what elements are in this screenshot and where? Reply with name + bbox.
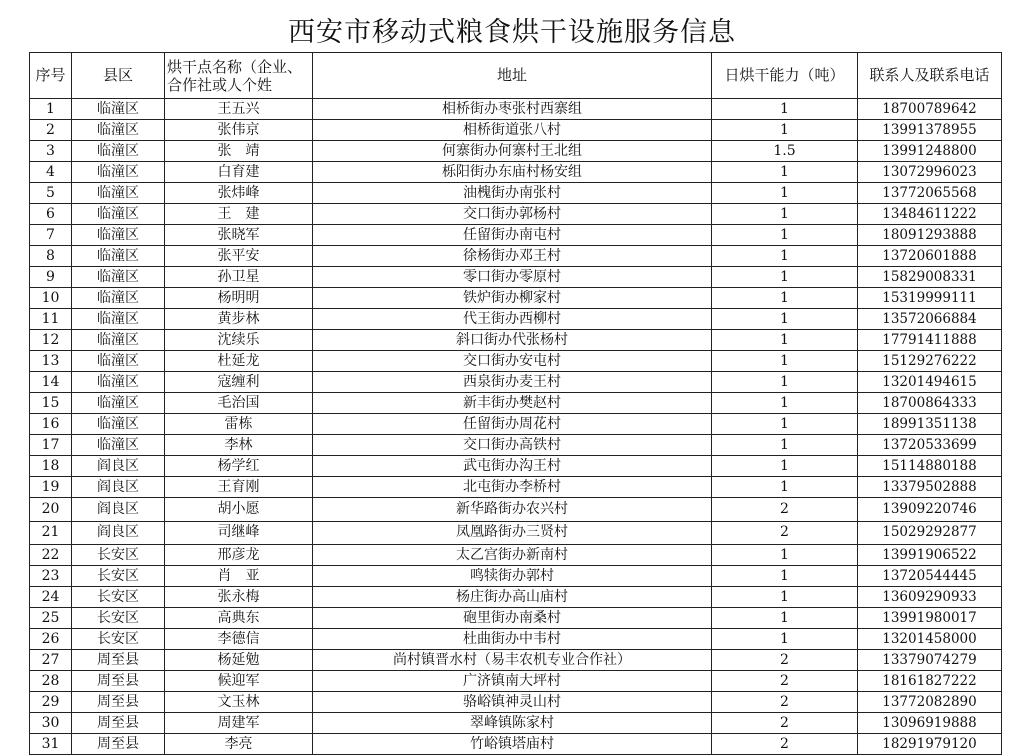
table-row: [30, 566, 1002, 587]
row-address: 杜曲街办中韦村: [313, 629, 712, 650]
row-index: 27: [30, 650, 72, 671]
row-county: 临潼区: [72, 162, 165, 183]
row-index: 23: [30, 566, 72, 587]
row-phone: 13609290933: [858, 587, 1002, 608]
row-county: 临潼区: [72, 204, 165, 225]
row-address: 任留街办周花村: [313, 414, 712, 435]
table-row: [30, 608, 1002, 629]
row-county: 临潼区: [72, 372, 165, 393]
table-row: [30, 372, 1002, 393]
row-address: 翠峰镇陈家村: [313, 713, 712, 734]
row-county: 临潼区: [72, 246, 165, 267]
row-address: 零口街办零原村: [313, 267, 712, 288]
row-name: 王 建: [165, 204, 313, 225]
table-row: [30, 734, 1002, 755]
row-index: 6: [30, 204, 72, 225]
row-name: 文玉林: [165, 692, 313, 713]
document-title: 西安市移动式粮食烘干设施服务信息: [288, 17, 736, 48]
row-capacity: 1: [712, 566, 858, 587]
row-index: 30: [30, 713, 72, 734]
row-name: 高典东: [165, 608, 313, 629]
row-county: 临潼区: [72, 393, 165, 414]
row-county: 临潼区: [72, 183, 165, 204]
row-index: 31: [30, 734, 72, 755]
row-phone: 13909220746: [858, 498, 1002, 522]
row-county: 周至县: [72, 692, 165, 713]
row-name: 黄步林: [165, 309, 313, 330]
row-phone: 13201494615: [858, 372, 1002, 393]
row-name: 张炜峰: [165, 183, 313, 204]
row-name: 张伟京: [165, 120, 313, 141]
table-row: [30, 629, 1002, 650]
row-capacity: 1: [712, 372, 858, 393]
row-address: 杨庄街办高山庙村: [313, 587, 712, 608]
row-county: 临潼区: [72, 99, 165, 120]
row-address: 相桥街道张八村: [313, 120, 712, 141]
row-county: 周至县: [72, 734, 165, 755]
row-name: 周建军: [165, 713, 313, 734]
row-index: 12: [30, 330, 72, 351]
row-index: 14: [30, 372, 72, 393]
row-address: 凤凰路街办三贤村: [313, 521, 712, 545]
header-contact: 联系人及联系电话: [858, 53, 1002, 99]
table-row: [30, 650, 1002, 671]
header-county: 县区: [72, 53, 165, 99]
row-phone: 13991378955: [858, 120, 1002, 141]
table-row: [30, 587, 1002, 608]
row-name: 杨明明: [165, 288, 313, 309]
table-row: [30, 692, 1002, 713]
row-name: 毛治国: [165, 393, 313, 414]
row-phone: 18291979120: [858, 734, 1002, 755]
row-phone: 18161827222: [858, 671, 1002, 692]
row-address: 任留街办南屯村: [313, 225, 712, 246]
row-phone: 15129276222: [858, 351, 1002, 372]
table-row: [30, 204, 1002, 225]
row-index: 11: [30, 309, 72, 330]
row-phone: 13096919888: [858, 713, 1002, 734]
row-capacity: 2: [712, 498, 858, 522]
table-row: [30, 671, 1002, 692]
row-address: 斜口街办代张杨村: [313, 330, 712, 351]
row-county: 阎良区: [72, 456, 165, 477]
row-index: 1: [30, 99, 72, 120]
row-phone: 15029292877: [858, 521, 1002, 545]
row-capacity: 1: [712, 99, 858, 120]
row-index: 13: [30, 351, 72, 372]
row-capacity: 2: [712, 521, 858, 545]
row-capacity: 1: [712, 225, 858, 246]
row-name: 张平安: [165, 246, 313, 267]
row-index: 5: [30, 183, 72, 204]
row-county: 阎良区: [72, 521, 165, 545]
row-phone: 17791411888: [858, 330, 1002, 351]
row-phone: 18991351138: [858, 414, 1002, 435]
row-name: 李亮: [165, 734, 313, 755]
row-capacity: 1: [712, 629, 858, 650]
row-address: 砲里街办南桑村: [313, 608, 712, 629]
row-name: 胡小愿: [165, 498, 313, 522]
row-phone: 13201458000: [858, 629, 1002, 650]
table-row: [30, 288, 1002, 309]
row-phone: 15319999111: [858, 288, 1002, 309]
row-index: 16: [30, 414, 72, 435]
table-row: [30, 414, 1002, 435]
row-address: 交口街办郭杨村: [313, 204, 712, 225]
row-county: 阎良区: [72, 498, 165, 522]
row-county: 临潼区: [72, 435, 165, 456]
row-index: 25: [30, 608, 72, 629]
row-phone: 13772082890: [858, 692, 1002, 713]
row-county: 临潼区: [72, 351, 165, 372]
row-county: 临潼区: [72, 414, 165, 435]
row-address: 相桥街办枣张村西寨组: [313, 99, 712, 120]
row-name: 杜延龙: [165, 351, 313, 372]
row-county: 周至县: [72, 713, 165, 734]
row-index: 2: [30, 120, 72, 141]
row-capacity: 1: [712, 393, 858, 414]
row-county: 临潼区: [72, 141, 165, 162]
row-address: 交口街办高铁村: [313, 435, 712, 456]
row-county: 阎良区: [72, 477, 165, 498]
row-index: 10: [30, 288, 72, 309]
row-index: 26: [30, 629, 72, 650]
row-address: 新丰街办樊赵村: [313, 393, 712, 414]
row-address: 铁炉街办柳家村: [313, 288, 712, 309]
row-index: 22: [30, 545, 72, 566]
row-county: 长安区: [72, 608, 165, 629]
row-phone: 13072996023: [858, 162, 1002, 183]
row-county: 临潼区: [72, 330, 165, 351]
row-index: 7: [30, 225, 72, 246]
row-capacity: 1.5: [712, 141, 858, 162]
row-name: 李德信: [165, 629, 313, 650]
row-county: 临潼区: [72, 309, 165, 330]
row-capacity: 1: [712, 587, 858, 608]
row-index: 20: [30, 498, 72, 522]
row-name: 候迎军: [165, 671, 313, 692]
row-county: 长安区: [72, 587, 165, 608]
table-row: [30, 456, 1002, 477]
row-index: 3: [30, 141, 72, 162]
row-index: 17: [30, 435, 72, 456]
table-row: [30, 267, 1002, 288]
row-name: 司继峰: [165, 521, 313, 545]
row-county: 周至县: [72, 671, 165, 692]
row-name: 张晓军: [165, 225, 313, 246]
row-address: 鸣犊街办郭村: [313, 566, 712, 587]
row-address: 西泉街办麦王村: [313, 372, 712, 393]
row-phone: 13720533699: [858, 435, 1002, 456]
row-index: 19: [30, 477, 72, 498]
row-index: 4: [30, 162, 72, 183]
table-header: [30, 53, 1002, 99]
table-row: [30, 521, 1002, 545]
row-phone: 13991248800: [858, 141, 1002, 162]
table-body: [30, 99, 1002, 755]
header-name: 烘干点名称（企业、合作社或人个姓: [165, 53, 313, 99]
table-row: [30, 545, 1002, 566]
row-name: 孙卫星: [165, 267, 313, 288]
row-capacity: 1: [712, 246, 858, 267]
row-phone: 13379502888: [858, 477, 1002, 498]
row-capacity: 1: [712, 120, 858, 141]
row-capacity: 1: [712, 456, 858, 477]
row-capacity: 1: [712, 477, 858, 498]
row-capacity: 2: [712, 650, 858, 671]
row-county: 长安区: [72, 629, 165, 650]
row-capacity: 1: [712, 288, 858, 309]
row-name: 白育建: [165, 162, 313, 183]
row-phone: 13772065568: [858, 183, 1002, 204]
row-address: 北屯街办李桥村: [313, 477, 712, 498]
table-row: [30, 498, 1002, 522]
row-county: 长安区: [72, 545, 165, 566]
row-capacity: 2: [712, 692, 858, 713]
table-row: [30, 120, 1002, 141]
row-phone: 18091293888: [858, 225, 1002, 246]
row-capacity: 1: [712, 183, 858, 204]
row-county: 临潼区: [72, 225, 165, 246]
row-address: 广济镇南大坪村: [313, 671, 712, 692]
row-capacity: 1: [712, 204, 858, 225]
header-capacity: 日烘干能力（吨）: [712, 53, 858, 99]
row-phone: 15114880188: [858, 456, 1002, 477]
row-capacity: 1: [712, 545, 858, 566]
row-index: 24: [30, 587, 72, 608]
table-row: [30, 99, 1002, 120]
table-row: [30, 477, 1002, 498]
row-county: 临潼区: [72, 120, 165, 141]
row-capacity: 1: [712, 351, 858, 372]
row-phone: 13720544445: [858, 566, 1002, 587]
row-index: 18: [30, 456, 72, 477]
row-address: 骆峪镇神灵山村: [313, 692, 712, 713]
row-capacity: 2: [712, 713, 858, 734]
row-index: 21: [30, 521, 72, 545]
row-index: 9: [30, 267, 72, 288]
row-address: 徐杨街办邓王村: [313, 246, 712, 267]
row-county: 临潼区: [72, 267, 165, 288]
row-index: 15: [30, 393, 72, 414]
row-name: 王育刚: [165, 477, 313, 498]
row-name: 张 靖: [165, 141, 313, 162]
row-address: 太乙宫街办新南村: [313, 545, 712, 566]
row-phone: 18700789642: [858, 99, 1002, 120]
table-row: [30, 162, 1002, 183]
row-phone: 13484611222: [858, 204, 1002, 225]
row-name: 雷栋: [165, 414, 313, 435]
row-county: 长安区: [72, 566, 165, 587]
row-name: 邢彦龙: [165, 545, 313, 566]
row-phone: 18700864333: [858, 393, 1002, 414]
row-address: 交口街办安屯村: [313, 351, 712, 372]
row-address: 武屯街办沟王村: [313, 456, 712, 477]
row-address: 栎阳街办东庙村杨安组: [313, 162, 712, 183]
row-capacity: 2: [712, 734, 858, 755]
row-name: 杨学红: [165, 456, 313, 477]
row-name: 沈续乐: [165, 330, 313, 351]
table-row: [30, 713, 1002, 734]
row-capacity: 1: [712, 330, 858, 351]
row-capacity: 1: [712, 309, 858, 330]
table-row: [30, 309, 1002, 330]
row-name: 寇缠利: [165, 372, 313, 393]
row-name: 王五兴: [165, 99, 313, 120]
row-phone: 13572066884: [858, 309, 1002, 330]
header-index: 序号: [30, 53, 72, 99]
table-row: [30, 351, 1002, 372]
row-index: 29: [30, 692, 72, 713]
row-capacity: 2: [712, 671, 858, 692]
service-info-table: [29, 52, 1002, 755]
row-name: 李林: [165, 435, 313, 456]
row-phone: 13991906522: [858, 545, 1002, 566]
table-row: [30, 183, 1002, 204]
row-capacity: 1: [712, 414, 858, 435]
table-row: [30, 246, 1002, 267]
row-phone: 13720601888: [858, 246, 1002, 267]
row-phone: 13379074279: [858, 650, 1002, 671]
header-row: [30, 53, 1002, 99]
row-county: 临潼区: [72, 288, 165, 309]
table-row: [30, 141, 1002, 162]
row-capacity: 1: [712, 162, 858, 183]
row-name: 杨延勉: [165, 650, 313, 671]
header-address: 地址: [313, 53, 712, 99]
row-county: 周至县: [72, 650, 165, 671]
row-address: 何寨街办何寨村王北组: [313, 141, 712, 162]
table-row: [30, 225, 1002, 246]
table-row: [30, 435, 1002, 456]
table-row: [30, 330, 1002, 351]
row-capacity: 1: [712, 267, 858, 288]
table-row: [30, 393, 1002, 414]
row-name: 张永梅: [165, 587, 313, 608]
row-address: 尚村镇晋水村（易丰农机专业合作社）: [313, 650, 712, 671]
row-phone: 15829008331: [858, 267, 1002, 288]
row-name: 肖 亚: [165, 566, 313, 587]
row-phone: 13991980017: [858, 608, 1002, 629]
row-address: 油槐街办南张村: [313, 183, 712, 204]
row-capacity: 1: [712, 608, 858, 629]
row-index: 28: [30, 671, 72, 692]
row-address: 新华路街办农兴村: [313, 498, 712, 522]
row-address: 代王街办西柳村: [313, 309, 712, 330]
row-capacity: 1: [712, 435, 858, 456]
row-index: 8: [30, 246, 72, 267]
row-address: 竹峪镇塔庙村: [313, 734, 712, 755]
